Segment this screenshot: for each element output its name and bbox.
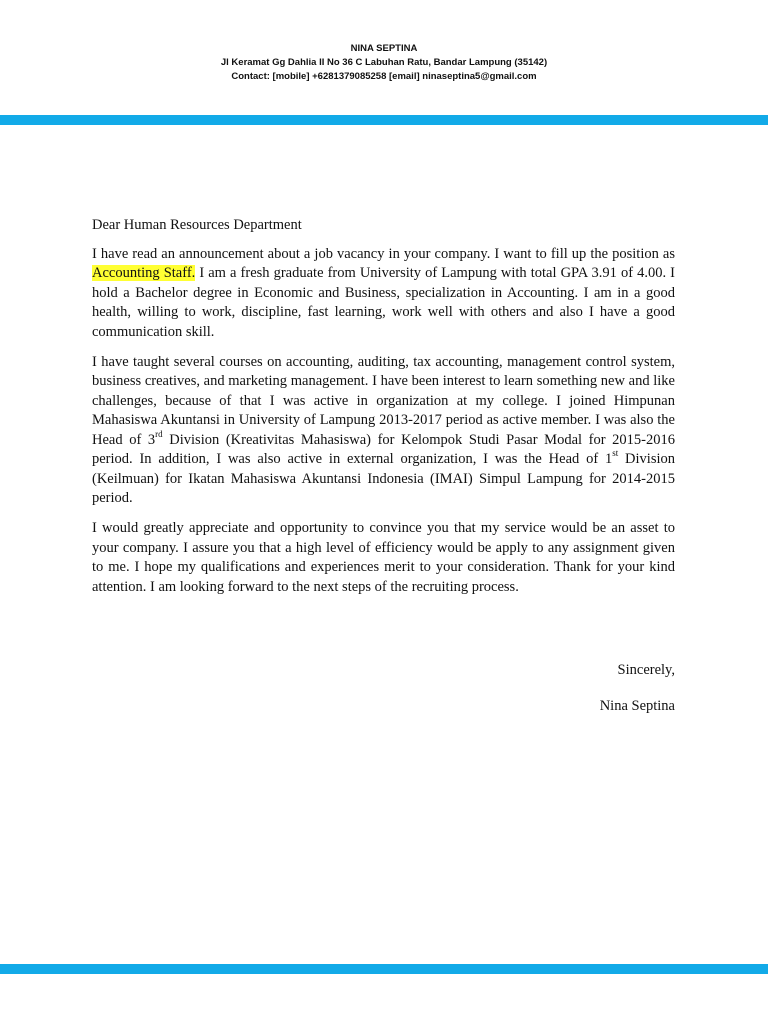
highlighted-position: Accounting Staff. xyxy=(92,265,196,281)
paragraph-2-part-1: I have taught several courses on accounting, auditing, tax accounting, management control system, business creatives, and marketing management. I have been interest to learn something new and like challenges, because of that I was active in organization at my college. I joined Himpunan Mahasiswa Akuntansi in University of Lampung 2013-2017 period as active member. I was also the Head of 3 xyxy=(92,353,675,448)
top-divider xyxy=(0,115,768,125)
paragraph-1-before: I have read an announcement about a job vacancy in your company. I want to fill up the position as xyxy=(92,245,675,262)
letterhead xyxy=(0,42,768,84)
ordinal-suffix-2: st xyxy=(612,448,619,459)
paragraph-1-after: I am a fresh graduate from University of Lampung with total GPA 3.91 of 4.00. I hold a Bachelor degree in Economic and Business, specialization in Accounting. I am in a good health, willing to work, discipline, fast learning, work well with others and also I have a good communication skill. xyxy=(92,265,676,340)
ordinal-suffix-1: rd xyxy=(155,428,163,439)
salutation: Dear Human Resources Department xyxy=(92,217,302,233)
letter-body xyxy=(92,216,675,608)
bottom-divider xyxy=(0,964,768,974)
sender-name: NINA SEPTINA xyxy=(350,43,418,54)
closing-block xyxy=(600,661,675,732)
closing-phrase: Sincerely, xyxy=(617,662,675,678)
sender-address: Jl Keramat Gg Dahlia II No 36 C Labuhan Ratu, Bandar Lampung (35142) xyxy=(220,57,548,68)
signature-name: Nina Septina xyxy=(599,697,675,714)
paragraph-2-part-2: Division (Kreativitas Mahasiswa) for Kelompok Studi Pasar Modal for 2015-2016 period. In addition, I was also active in external organization, I was the Head of 1 xyxy=(92,431,676,467)
paragraph-2 xyxy=(92,353,675,509)
sender-contact: Contact: [mobile] +6281379085258 [email] ninaseptina5@gmail.com xyxy=(231,71,537,82)
paragraph-3: I would greatly appreciate and opportunity to convince you that my service would be an asset to your company. I assure you that a high level of efficiency would be apply to any assignment given to me. I hope my qualifications and experiences merit to your consideration. Thank for your kind attention. I am looking forward to the next steps of the recruiting process. xyxy=(92,520,675,595)
paragraph-1 xyxy=(92,245,675,343)
paragraph-2-part-3: Division (Keilmuan) for Ikatan Mahasiswa Akuntansi Indonesia (IMAI) Simpul Lampung for 2014-2015 period. xyxy=(92,451,675,506)
